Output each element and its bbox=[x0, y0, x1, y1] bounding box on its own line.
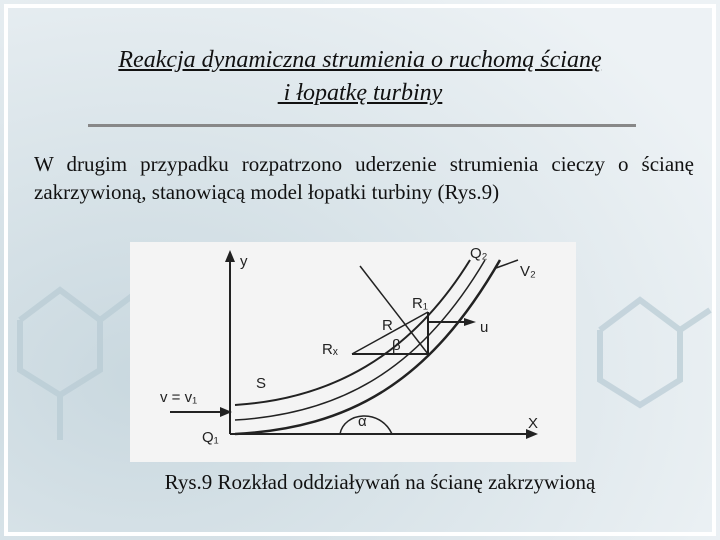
stream-line-1 bbox=[235, 260, 485, 420]
body-paragraph: W drugim przypadku rozpatrzono uderzenie strumienia cieczy o ścianę zakrzywioną, stanowiącą model łopatki turbiny (Rys.9) bbox=[34, 152, 694, 204]
v2-label: V₂ bbox=[520, 263, 536, 280]
stream-line-2 bbox=[235, 260, 470, 405]
y-axis-arrow bbox=[225, 250, 235, 262]
u-label: u bbox=[480, 319, 489, 336]
title-divider bbox=[88, 124, 636, 127]
title-line-1: Reakcja dynamiczna strumienia o ruchomą ścianę bbox=[118, 47, 602, 73]
u-arrowhead bbox=[464, 318, 476, 326]
r-label: R bbox=[382, 317, 393, 334]
slide-title bbox=[22, 44, 698, 110]
q2-label: Q₂ bbox=[470, 245, 488, 262]
s-label: S bbox=[256, 375, 267, 392]
force-diagram bbox=[130, 242, 576, 462]
rx-label: Rₓ bbox=[322, 341, 338, 358]
x-axis-label: X bbox=[528, 415, 539, 432]
figure-caption: Rys.9 Rozkład oddziaływań na ścianę zakrzywioną bbox=[164, 470, 596, 494]
y-axis-label: y bbox=[240, 253, 248, 270]
wall-curve bbox=[235, 260, 500, 434]
r1-label: R₁ bbox=[412, 295, 428, 312]
alpha-label: α bbox=[358, 413, 367, 430]
figure-curved-wall bbox=[130, 242, 576, 462]
q1-label: Q₁ bbox=[202, 429, 219, 446]
v-v1-label: v = v₁ bbox=[160, 389, 198, 406]
beta-label: β bbox=[392, 337, 401, 354]
title-line-2: i łopatkę turbiny bbox=[277, 80, 443, 106]
